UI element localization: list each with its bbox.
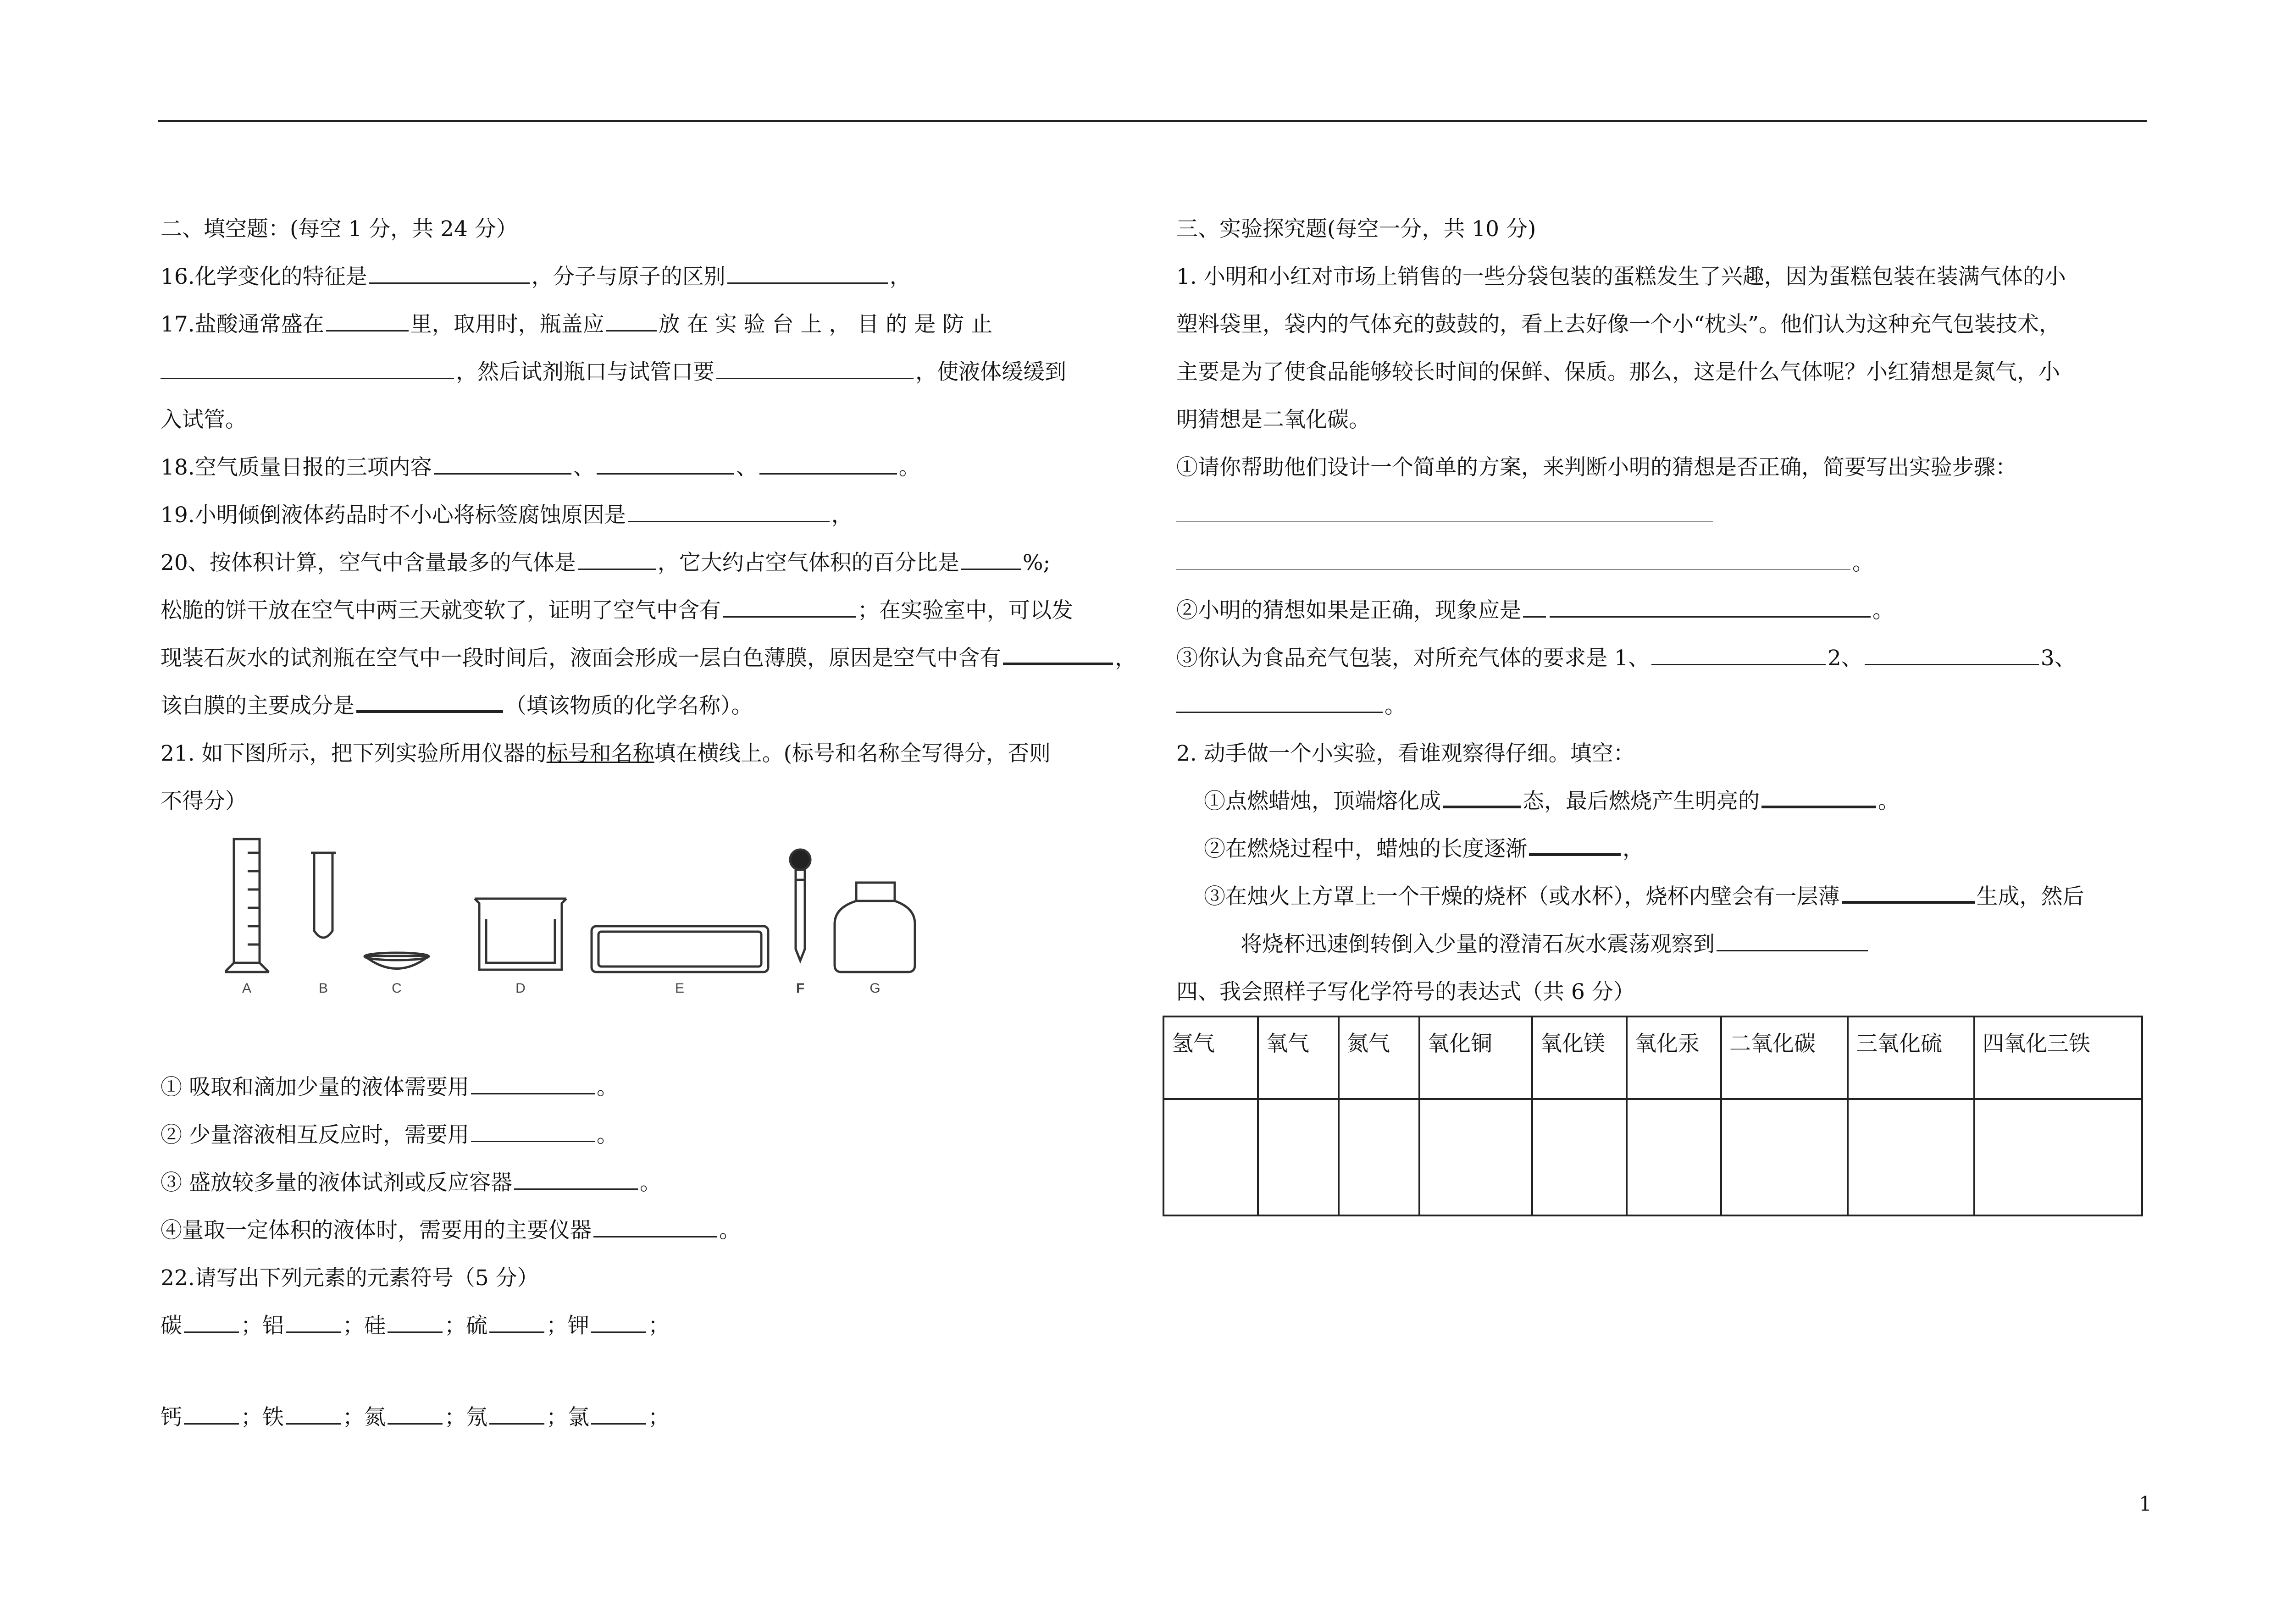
q21-item-3: ③ 盛放较多量的液体试剂或反应容器 。: [161, 1170, 661, 1195]
table-header-cell: 氢气: [1163, 1016, 1258, 1099]
label-f: F: [796, 981, 805, 996]
blank[interactable]: [388, 1405, 443, 1425]
question-22-title: 22.请写出下列元素的元素符号（5 分）: [161, 1265, 539, 1291]
question-16: 16.化学变化的特征是 ，分子与原子的区别 ，: [161, 264, 911, 289]
blank[interactable]: [723, 598, 856, 618]
blank[interactable]: [578, 550, 656, 570]
q21-item-4: ④量取一定体积的液体时，需要用的主要仪器 。: [161, 1218, 741, 1243]
answer-cell[interactable]: [1339, 1099, 1419, 1215]
blank[interactable]: [161, 359, 454, 379]
label-b: B: [318, 981, 328, 996]
blank[interactable]: [369, 264, 530, 284]
blank[interactable]: [727, 264, 888, 284]
blank[interactable]: [489, 1313, 544, 1333]
label-a: A: [242, 981, 252, 996]
table-header-cell: 氧化汞: [1627, 1016, 1721, 1099]
q21-item-2: ② 少量溶液相互反应时，需要用 。: [161, 1122, 618, 1148]
question-17-end: 入试管。: [161, 407, 247, 432]
blank[interactable]: [1865, 646, 2039, 665]
q22-row-2: 钙 ；铁 ；氮 ；氖 ；氯 ；: [161, 1405, 670, 1430]
blank[interactable]: [1717, 932, 1868, 951]
q1-step-3-cont: 。: [1176, 682, 2153, 730]
answer-cell[interactable]: [1532, 1099, 1627, 1215]
blank[interactable]: [591, 1405, 646, 1425]
q1-step-2: ②小明的猜想如果是正确，现象应是 。: [1176, 598, 1894, 623]
lab-apparatus-figure: [225, 834, 922, 1000]
table-header-cell: 四氧化三铁: [1974, 1016, 2142, 1099]
question-21: 21. 如下图所示，把下列实验所用仪器的标号和名称填在横线上。(标号和名称全写得分，否则: [161, 741, 1051, 766]
beaker-icon: [475, 899, 566, 970]
q2-item-4: 将烧杯迅速倒转倒入少量的澄清石灰水震荡观察到: [1176, 921, 2153, 968]
blank[interactable]: [184, 1313, 239, 1333]
answer-cell[interactable]: [1627, 1099, 1721, 1215]
q1-line-4: 明猜想是二氧化碳。: [1176, 407, 1370, 432]
blank[interactable]: [1842, 883, 1975, 904]
label-d: D: [515, 981, 526, 996]
blank[interactable]: [514, 1170, 638, 1190]
blank[interactable]: [628, 503, 830, 522]
left-column: [161, 205, 1142, 1442]
label-g: G: [870, 981, 881, 996]
answer-cell[interactable]: [1848, 1099, 1974, 1215]
q22-row-1: 碳 ；铝 ；硅 ；硫 ；钾 ；: [161, 1313, 670, 1338]
blank[interactable]: [471, 1122, 595, 1142]
formula-table: [1163, 1016, 2143, 1216]
blank[interactable]: [1523, 598, 1546, 618]
blank[interactable]: [388, 1313, 443, 1333]
blank[interactable]: [1529, 835, 1621, 856]
blank[interactable]: [591, 1313, 646, 1333]
question-20-line2: 松脆的饼干放在空气中两三天就变软了，证明了空气中含有 ；在实验室中，可以发: [161, 598, 1073, 623]
question-20-line3: 现装石灰水的试剂瓶在空气中一段时间后，液面会形成一层白色薄膜，原因是空气中含有 ，: [161, 635, 1142, 682]
blank[interactable]: [434, 455, 571, 475]
question-17-cont: ，然后试剂瓶口与试管口要 ，使液体缓缓到: [161, 348, 1142, 396]
table-header-row: [1163, 1016, 2142, 1099]
answer-cell[interactable]: [1258, 1099, 1339, 1215]
table-answer-row: [1163, 1099, 2142, 1215]
section3-title: 三、实验探究题(每空一分，共 10 分): [1176, 216, 1536, 242]
evaporating-dish-icon: [365, 953, 429, 969]
q1-line-2: 塑料袋里，袋内的气体充的鼓鼓的，看上去好像一个小“枕头”。他们认为这种充气包装技术，: [1176, 312, 2061, 337]
answer-cell[interactable]: [1721, 1099, 1848, 1215]
page-number: 1: [2139, 1492, 2152, 1516]
label-c: C: [392, 981, 402, 996]
blank[interactable]: [606, 312, 657, 331]
question-20: 20、按体积计算，空气中含量最多的气体是 ，它大约占空气体积的百分比是 %;: [161, 550, 1051, 575]
blank[interactable]: [184, 1405, 239, 1425]
blank[interactable]: [1176, 503, 1713, 522]
blank[interactable]: [489, 1405, 544, 1425]
q21-item-1: ① 吸取和滴加少量的液体需要用 。: [161, 1075, 618, 1100]
q2-item-1: ①点燃蜡烛，顶端熔化成 态，最后燃烧产生明亮的 。: [1176, 778, 2153, 825]
q1-step-3: ③你认为食品充气包装，对所充气体的要求是 1、 2、 3、: [1176, 646, 2076, 671]
question-18: 18.空气质量日报的三项内容 、 、 。: [161, 455, 920, 480]
table-header-cell: 氧化镁: [1532, 1016, 1627, 1099]
q2-item-3: ③在烛火上方罩上一个干燥的烧杯（或水杯），烧杯内壁会有一层薄 生成，然后: [1176, 873, 2153, 921]
section4-title: 四、我会照样子写化学符号的表达式（共 6 分）: [1176, 979, 1635, 1005]
blank[interactable]: [716, 359, 914, 379]
q1-step-1-blank-2: 。: [1176, 539, 2153, 587]
blank[interactable]: [286, 1405, 341, 1425]
q1-line-3: 主要是为了使食品能够较长时间的保鲜、保质。那么，这是什么气体呢？小红猜想是氮气，小: [1176, 359, 2060, 385]
trough-icon: [592, 926, 768, 972]
blank[interactable]: [286, 1313, 341, 1333]
dropper-icon: [790, 850, 810, 961]
table-header-cell: 氧气: [1258, 1016, 1339, 1099]
table-header-cell: 氮气: [1339, 1016, 1419, 1099]
question-21-cont: 不得分）: [161, 789, 247, 814]
question-17: 17.盐酸通常盛在 里，取用时，瓶盖应 放 在 实 验 台 上 ， 目 的 是 防 止: [161, 312, 993, 337]
table-header-cell: 氧化铜: [1419, 1016, 1532, 1099]
table-header-cell: 二氧化碳: [1721, 1016, 1848, 1099]
blank[interactable]: [597, 455, 734, 475]
table-header-cell: 三氧化硫: [1848, 1016, 1974, 1099]
header-rule: [158, 120, 2147, 122]
label-e: E: [675, 981, 685, 996]
blank[interactable]: [1176, 693, 1383, 713]
question-19: 19.小明倾倒液体药品时不小心将标签腐蚀原因是 ，: [161, 503, 853, 528]
q1-step-1-blank-1: [1176, 492, 2153, 539]
blank[interactable]: [1550, 598, 1871, 618]
blank[interactable]: [593, 1218, 717, 1237]
blank[interactable]: [326, 312, 409, 331]
blank[interactable]: [471, 1075, 595, 1094]
section2-title: 二、填空题：(每空 1 分，共 24 分）: [161, 216, 518, 242]
blank[interactable]: [1003, 644, 1113, 665]
answer-cell[interactable]: [1974, 1099, 2142, 1215]
answer-cell[interactable]: [1419, 1099, 1532, 1215]
blank[interactable]: [1176, 551, 1850, 570]
blank[interactable]: [1651, 646, 1826, 665]
graduated-cylinder-icon: [225, 839, 269, 972]
q1-step-1: ①请你帮助他们设计一个简单的方案，来判断小明的猜想是否正确，简要写出实验步骤：: [1176, 455, 2017, 480]
q1-line-1: 1. 小明和小红对市场上销售的一些分袋包装的蛋糕发生了兴趣，因为蛋糕包装在装满气体的小: [1176, 264, 2066, 289]
answer-cell[interactable]: [1163, 1099, 1258, 1215]
test-tube-icon: [311, 853, 336, 938]
blank[interactable]: [1443, 787, 1521, 808]
right-column: [1176, 205, 2153, 1016]
reagent-bottle-icon: [835, 883, 915, 972]
q2-title: 2. 动手做一个小实验，看谁观察得仔细。填空：: [1176, 741, 1635, 766]
q2-item-2: ②在燃烧过程中，蜡烛的长度逐渐 ，: [1176, 825, 2153, 873]
blank[interactable]: [961, 550, 1021, 570]
blank[interactable]: [356, 692, 503, 713]
blank[interactable]: [1761, 787, 1876, 808]
blank[interactable]: [759, 455, 897, 475]
question-20-line4: 该白膜的主要成分是 （填该物质的化学名称）。: [161, 682, 1142, 730]
